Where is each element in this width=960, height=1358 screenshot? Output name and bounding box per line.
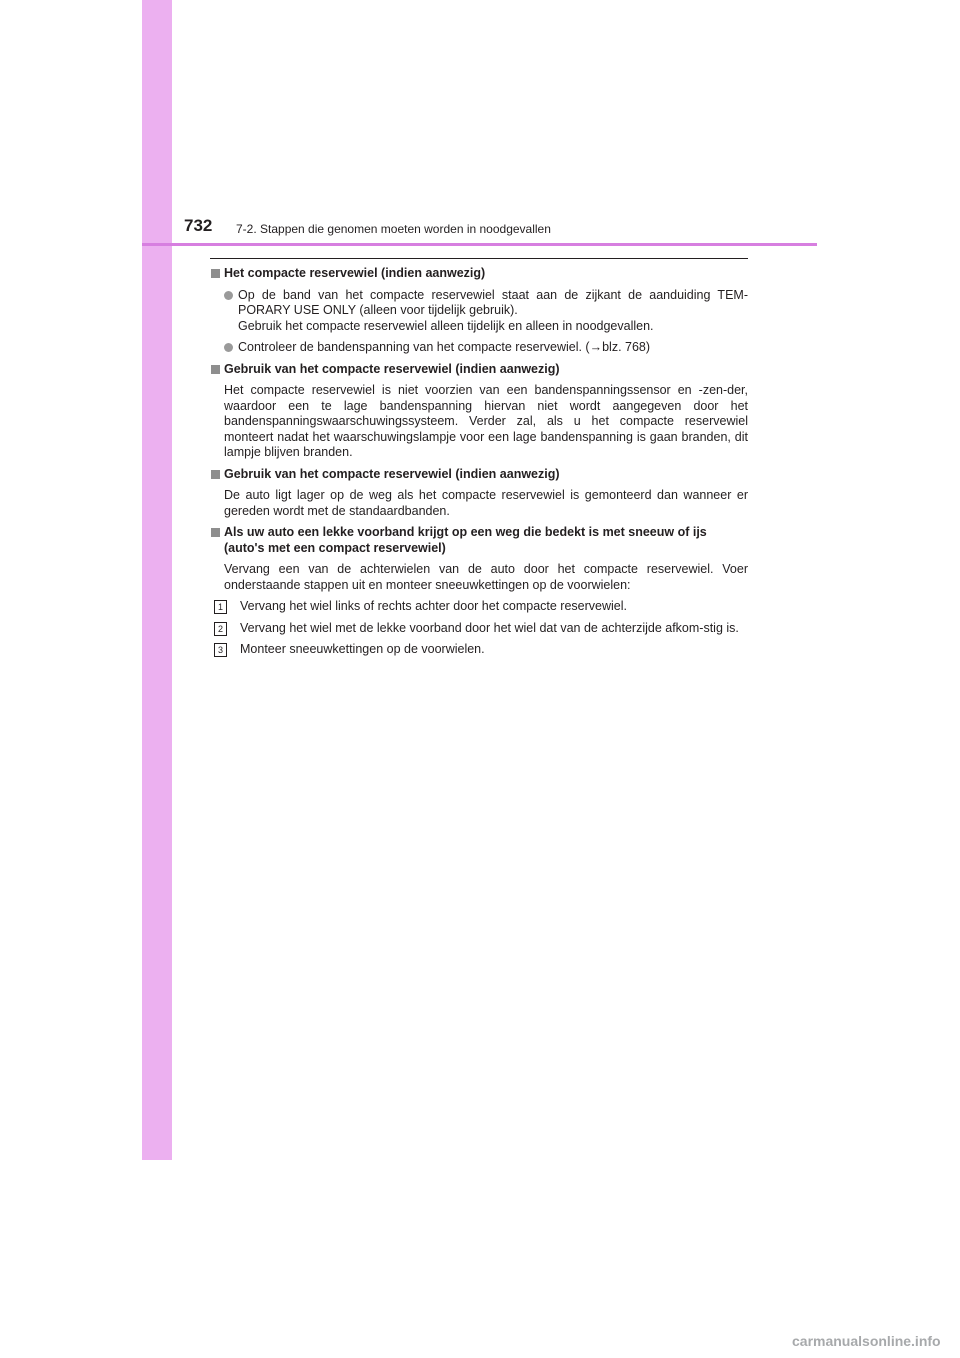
step-number: 2 — [214, 622, 227, 636]
section-heading — [210, 266, 748, 282]
bullet-item — [210, 288, 748, 335]
page-content — [210, 266, 748, 664]
heading-text: Het compacte reservewiel (indien aanwezig) — [224, 266, 486, 280]
bullet-text: Op de band van het compacte reservewiel staat aan de zijkant de aanduiding TEM-PORARY USE ONLY (alleen voor tijdelijk gebruik). — [238, 287, 748, 317]
step-text: Vervang het wiel met de lekke voorband door het wiel dat van de achterzijde afkom-stig is. — [240, 620, 739, 635]
heading-text: Gebruik van het compacte reservewiel (indien aanwezig) — [224, 466, 560, 481]
paragraph: Het compacte reservewiel is niet voorzien van een bandenspanningssensor en -zen-der, waardoor een te lage bandenspanning hiervan niet wordt aangegeven door het bandenspanningswaarschuwingssysteem. Verder zal, als u het compacte reservewiel monteert nadat het waarschuwingslampje voor een lage bandenspanning is gaan branden, dit lampje blijven branden. — [224, 383, 748, 459]
bullet-text: Controleer de bandenspanning van het compacte reservewiel. (→blz. 768) — [238, 340, 651, 354]
section-heading — [210, 525, 748, 556]
heading-text: Gebruik van het compacte reservewiel (indien aanwezig) — [224, 361, 560, 376]
watermark: carmanualsonline.info — [792, 1333, 941, 1349]
step-item — [210, 599, 748, 615]
paragraph: Vervang een van de achterwielen van de auto door het compacte reservewiel. Voer onderstaande stappen uit en monteer sneeuwkettingen op de voorwielen: — [224, 562, 748, 592]
round-bullet-icon — [224, 291, 233, 300]
section-heading — [210, 362, 748, 378]
step-item — [210, 621, 748, 637]
page-number: 732 — [184, 216, 213, 235]
section-heading — [210, 467, 748, 483]
square-bullet-icon — [211, 528, 220, 537]
square-bullet-icon — [211, 470, 220, 479]
step-text: Monteer sneeuwkettingen op de voorwielen. — [240, 642, 485, 656]
bullet-text: Gebruik het compacte reservewiel alleen tijdelijk en alleen in noodgevallen. — [238, 318, 654, 333]
paragraph: De auto ligt lager op de weg als het compacte reservewiel is gemonteerd dan wanneer er gereden wordt met de standaardbanden. — [224, 488, 748, 518]
heading-text: Als uw auto een lekke voorband krijgt op een weg die bedekt is met sneeuw of ijs (auto's met een compact reservewiel) — [224, 525, 707, 555]
square-bullet-icon — [211, 269, 220, 278]
bullet-item — [210, 340, 748, 356]
header-rule — [142, 243, 817, 246]
step-item — [210, 642, 748, 658]
step-number: 1 — [214, 600, 227, 614]
square-bullet-icon — [211, 365, 220, 374]
round-bullet-icon — [224, 343, 233, 352]
section-title: 7-2. Stappen die genomen moeten worden in noodgevallen — [236, 222, 551, 236]
step-text: Vervang het wiel links of rechts achter door het compacte reservewiel. — [240, 599, 627, 613]
side-margin-band — [142, 0, 172, 1160]
divider — [210, 258, 748, 259]
step-number: 3 — [214, 643, 227, 657]
